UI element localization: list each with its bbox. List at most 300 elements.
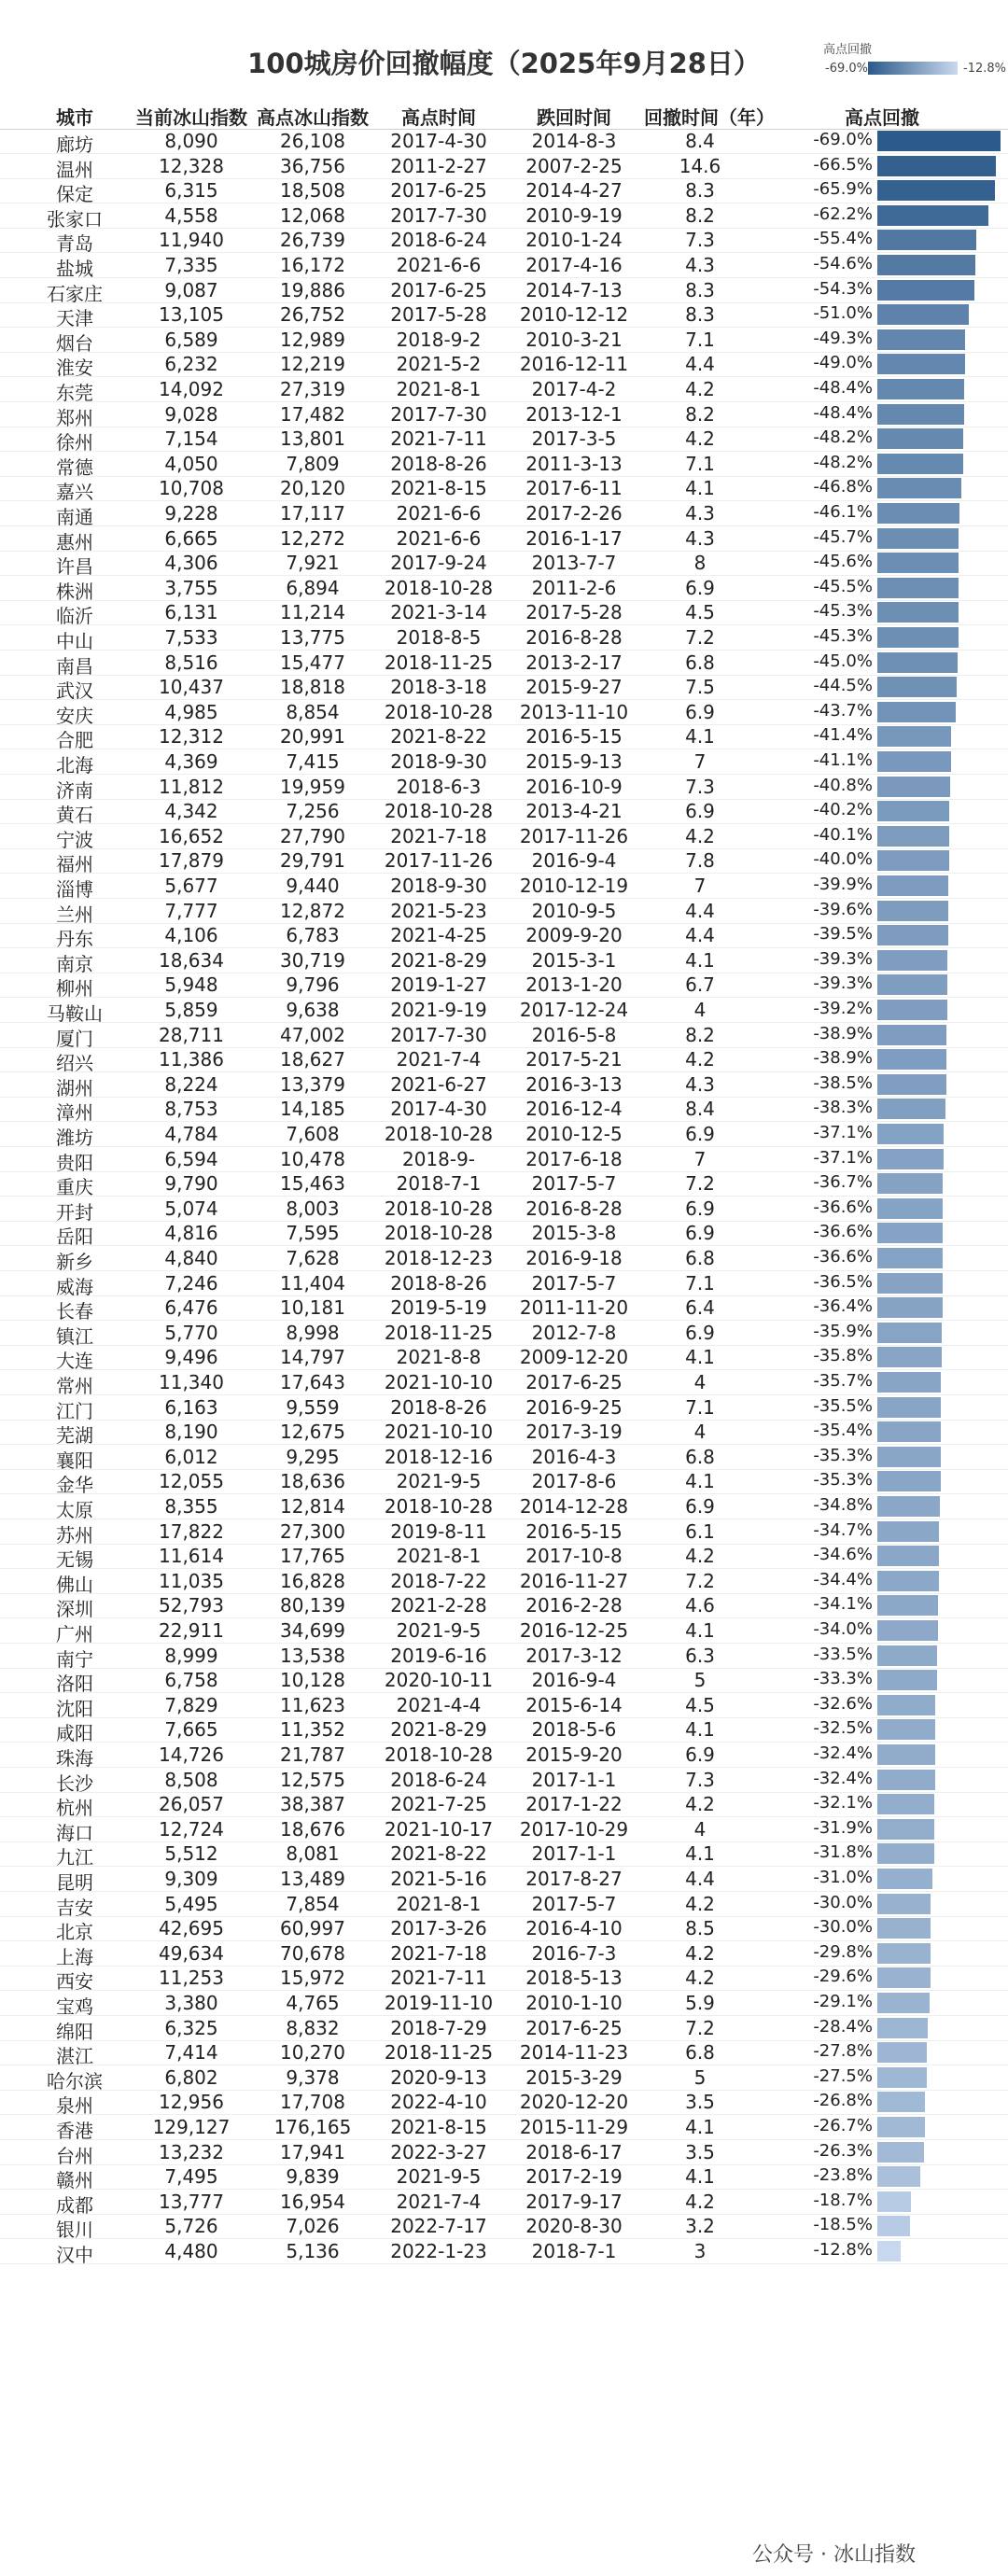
table-row	[0, 1519, 1008, 1545]
cell-current-index: 11,253	[159, 1967, 224, 1990]
cell-current-index: 9,228	[164, 502, 218, 525]
drawdown-bar	[877, 2092, 925, 2112]
cell-peak-index: 15,972	[280, 1967, 345, 1990]
cell-drawdown-label: -35.4%	[813, 1421, 873, 1441]
cell-city: 上海	[56, 1945, 93, 1968]
cell-peak-index: 13,379	[280, 1072, 345, 1096]
table-row	[0, 1494, 1008, 1519]
cell-drawdown-label: -33.5%	[813, 1644, 873, 1664]
cell-peak-date: 2017-4-30	[390, 1098, 487, 1121]
cell-peak-index: 47,002	[280, 1023, 345, 1046]
cell-peak-date: 2021-9-5	[396, 1619, 482, 1642]
cell-drawdown-years: 8.3	[685, 303, 715, 327]
table-row	[0, 2140, 1008, 2165]
cell-city: 嘉兴	[56, 481, 93, 504]
table-row	[0, 1644, 1008, 1669]
cell-fall-back-date: 2017-5-7	[531, 1172, 617, 1196]
table-row	[0, 1097, 1008, 1125]
cell-drawdown-years: 8.3	[685, 278, 715, 301]
cell-drawdown-years: 7.1	[685, 1395, 715, 1419]
cell-city: 潍坊	[56, 1127, 93, 1149]
cell-peak-date: 2021-8-29	[390, 948, 487, 972]
cell-drawdown-years: 4.2	[685, 1941, 715, 1965]
cell-fall-back-date: 2018-5-6	[531, 1718, 617, 1742]
cell-peak-index: 8,854	[286, 700, 340, 723]
cell-current-index: 7,533	[164, 626, 218, 649]
cell-drawdown-years: 4.3	[685, 502, 715, 525]
drawdown-bar	[877, 478, 961, 498]
cell-peak-date: 2018-11-25	[384, 2041, 494, 2065]
drawdown-bar	[877, 304, 969, 325]
cell-peak-index: 34,699	[280, 1619, 345, 1642]
cell-city: 常德	[56, 455, 93, 479]
table-row	[0, 154, 1008, 179]
drawdown-bar	[877, 1347, 942, 1367]
drawdown-bar	[877, 528, 959, 549]
table-row	[0, 1916, 1008, 1944]
cell-current-index: 4,050	[164, 452, 218, 475]
table-row	[0, 1743, 1008, 1768]
table-row	[0, 2090, 1008, 2118]
cell-peak-date: 2018-6-24	[390, 1768, 487, 1791]
table-row	[0, 1817, 1008, 1842]
drawdown-bar	[877, 1819, 934, 1840]
cell-peak-date: 2021-8-22	[390, 725, 487, 749]
cell-peak-index: 16,828	[280, 1569, 345, 1592]
drawdown-bar	[877, 1719, 935, 1740]
cell-fall-back-date: 2013-11-10	[519, 700, 629, 723]
cell-peak-date: 2017-3-26	[390, 1917, 487, 1940]
table-row	[0, 501, 1008, 526]
cell-peak-index: 11,623	[280, 1693, 345, 1716]
cell-city: 安庆	[56, 704, 93, 727]
cell-peak-index: 14,185	[280, 1098, 345, 1121]
cell-peak-index: 12,814	[280, 1495, 345, 1518]
cell-drawdown-years: 8	[693, 552, 707, 575]
header-peak-date: 高点时间	[401, 106, 476, 129]
cell-drawdown-label: -29.6%	[813, 1967, 873, 1987]
cell-drawdown-years: 7.1	[685, 1271, 715, 1295]
cell-current-index: 10,708	[159, 477, 224, 500]
cell-drawdown-label: -32.6%	[813, 1693, 873, 1714]
cell-fall-back-date: 2010-12-5	[525, 1123, 623, 1145]
cell-fall-back-date: 2017-9-17	[525, 2190, 623, 2213]
cell-peak-date: 2018-7-1	[396, 1172, 482, 1196]
drawdown-bar	[877, 1571, 939, 1591]
cell-drawdown-years: 7.3	[685, 1768, 715, 1791]
cell-current-index: 5,512	[164, 1842, 218, 1866]
cell-peak-date: 2020-9-13	[390, 2065, 487, 2089]
cell-peak-date: 2021-4-4	[396, 1693, 482, 1716]
cell-city: 廊坊	[56, 133, 93, 156]
header-drawdown: 高点回撤	[845, 106, 919, 129]
cell-fall-back-date: 2015-9-20	[525, 1743, 623, 1766]
cell-peak-index: 17,643	[280, 1371, 345, 1393]
cell-fall-back-date: 2016-9-4	[531, 849, 617, 873]
cell-drawdown-label: -66.5%	[813, 154, 873, 175]
cell-peak-index: 70,678	[280, 1941, 345, 1965]
drawdown-bar	[877, 428, 963, 449]
cell-drawdown-label: -65.9%	[813, 179, 873, 200]
cell-drawdown-years: 5	[693, 1669, 707, 1692]
cell-fall-back-date: 2013-2-17	[525, 651, 623, 674]
cell-fall-back-date: 2017-8-27	[525, 1868, 623, 1890]
cell-drawdown-years: 4.6	[685, 1594, 715, 1617]
cell-current-index: 49,634	[159, 1941, 224, 1965]
cell-peak-date: 2021-8-15	[390, 477, 487, 500]
cell-city: 东莞	[56, 382, 93, 404]
cell-fall-back-date: 2016-5-8	[531, 1023, 617, 1046]
table-row	[0, 2214, 1008, 2242]
cell-drawdown-years: 6.8	[685, 1247, 715, 1269]
table-row	[0, 526, 1008, 552]
cell-fall-back-date: 2013-1-20	[525, 973, 623, 997]
drawdown-bar	[877, 1397, 941, 1418]
cell-fall-back-date: 2014-4-27	[525, 179, 623, 203]
cell-fall-back-date: 2017-2-26	[525, 502, 623, 525]
cell-city: 漳州	[56, 1101, 93, 1125]
drawdown-bar	[877, 974, 947, 995]
table-row	[0, 700, 1008, 725]
cell-drawdown-label: -36.4%	[813, 1296, 873, 1317]
cell-peak-date: 2017-9-24	[390, 552, 487, 575]
drawdown-bar	[877, 1521, 939, 1542]
drawdown-bar	[877, 156, 996, 176]
cell-fall-back-date: 2016-11-27	[519, 1569, 629, 1592]
cell-peak-index: 11,404	[280, 1271, 345, 1295]
table-row	[0, 1023, 1008, 1048]
cell-city: 苏州	[56, 1523, 93, 1547]
cell-drawdown-label: -18.5%	[813, 2215, 873, 2235]
cell-peak-index: 17,117	[280, 502, 345, 525]
cell-drawdown-years: 6.9	[685, 1222, 715, 1245]
cell-drawdown-years: 4.2	[685, 378, 715, 400]
cell-peak-date: 2021-6-27	[390, 1072, 487, 1096]
cell-city: 台州	[56, 2144, 93, 2167]
cell-peak-index: 12,575	[280, 1768, 345, 1791]
drawdown-bar	[877, 1869, 932, 1889]
cell-peak-index: 26,108	[280, 130, 345, 152]
cell-current-index: 6,315	[164, 179, 218, 203]
cell-city: 深圳	[56, 1598, 93, 1621]
cell-peak-index: 18,676	[280, 1817, 345, 1841]
drawdown-bar	[877, 1248, 943, 1268]
drawdown-bar	[877, 2067, 927, 2088]
cell-city: 无锡	[56, 1548, 93, 1572]
cell-peak-index: 20,991	[280, 725, 345, 749]
drawdown-bar	[877, 180, 995, 201]
cell-fall-back-date: 2015-3-29	[525, 2065, 623, 2089]
cell-peak-index: 8,998	[286, 1321, 340, 1344]
cell-current-index: 4,784	[164, 1123, 218, 1145]
cell-drawdown-label: -33.3%	[813, 1669, 873, 1689]
cell-city: 青岛	[56, 232, 93, 256]
cell-drawdown-label: -55.4%	[813, 229, 873, 249]
table-row	[0, 1867, 1008, 1892]
cell-fall-back-date: 2017-1-1	[531, 1768, 617, 1791]
cell-fall-back-date: 2017-1-22	[525, 1793, 623, 1816]
drawdown-bar	[877, 1099, 945, 1119]
cell-peak-date: 2021-8-15	[390, 2116, 487, 2138]
cell-fall-back-date: 2016-12-25	[519, 1619, 629, 1642]
cell-city: 武汉	[56, 679, 93, 703]
cell-drawdown-label: -28.4%	[813, 2016, 873, 2037]
table-row	[0, 1047, 1008, 1075]
cell-peak-date: 2018-10-28	[384, 800, 494, 823]
table-row	[0, 824, 1008, 849]
cell-drawdown-years: 4	[693, 1817, 707, 1841]
cell-current-index: 4,480	[164, 2240, 218, 2262]
cell-drawdown-years: 7	[693, 750, 707, 773]
cell-city: 湖州	[56, 1076, 93, 1099]
drawdown-bar	[877, 1595, 938, 1616]
cell-current-index: 8,090	[164, 130, 218, 152]
cell-drawdown-years: 7	[693, 875, 707, 897]
cell-peak-date: 2021-7-11	[390, 1967, 487, 1990]
cell-fall-back-date: 2017-2-19	[525, 2165, 623, 2189]
cell-current-index: 6,325	[164, 2016, 218, 2039]
cell-drawdown-label: -46.8%	[813, 477, 873, 497]
cell-city: 成都	[56, 2193, 93, 2217]
cell-peak-date: 2018-8-26	[390, 1395, 487, 1419]
cell-fall-back-date: 2018-5-13	[525, 1967, 623, 1990]
drawdown-bar	[877, 1297, 943, 1318]
table-row	[0, 2190, 1008, 2215]
cell-drawdown-years: 3.5	[685, 2091, 715, 2114]
drawdown-bar	[877, 652, 958, 673]
cell-drawdown-years: 7.2	[685, 1569, 715, 1592]
cell-current-index: 5,074	[164, 1197, 218, 1220]
cell-fall-back-date: 2017-12-24	[519, 999, 629, 1021]
cell-fall-back-date: 2017-4-2	[531, 378, 617, 400]
cell-fall-back-date: 2015-9-13	[525, 750, 623, 773]
cell-drawdown-label: -46.1%	[813, 502, 873, 522]
cell-fall-back-date: 2016-4-3	[531, 1445, 617, 1468]
cell-peak-date: 2018-9-30	[390, 875, 487, 897]
cell-drawdown-label: -32.4%	[813, 1768, 873, 1788]
cell-fall-back-date: 2016-12-11	[519, 353, 629, 376]
cell-drawdown-years: 3.2	[685, 2215, 715, 2238]
cell-drawdown-label: -35.9%	[813, 1321, 873, 1341]
cell-drawdown-label: -31.0%	[813, 1868, 873, 1887]
cell-peak-date: 2021-5-23	[390, 899, 487, 922]
cell-drawdown-years: 7.8	[685, 849, 715, 873]
cell-drawdown-label: -18.7%	[813, 2190, 873, 2210]
cell-city: 杭州	[56, 1797, 93, 1820]
cell-peak-date: 2021-7-25	[390, 1793, 487, 1816]
cell-peak-index: 18,627	[280, 1048, 345, 1071]
drawdown-bar	[877, 1967, 931, 1988]
cell-peak-date: 2017-5-28	[390, 303, 487, 327]
cell-current-index: 9,028	[164, 402, 218, 426]
cell-drawdown-label: -37.1%	[813, 1123, 873, 1142]
drawdown-bar	[877, 1670, 937, 1690]
cell-current-index: 4,306	[164, 552, 218, 575]
cell-drawdown-label: -36.6%	[813, 1197, 873, 1217]
cell-drawdown-label: -38.9%	[813, 1048, 873, 1069]
cell-drawdown-years: 4.1	[685, 1470, 715, 1493]
cell-drawdown-years: 7.3	[685, 775, 715, 798]
table-row	[0, 973, 1008, 1001]
drawdown-bar	[877, 1025, 946, 1045]
cell-fall-back-date: 2017-5-28	[525, 601, 623, 624]
cell-current-index: 28,711	[159, 1023, 224, 1046]
cell-fall-back-date: 2017-6-25	[525, 1371, 623, 1393]
cell-fall-back-date: 2017-6-18	[525, 1147, 623, 1170]
cell-city: 岳阳	[56, 1225, 93, 1249]
cell-fall-back-date: 2016-8-28	[525, 626, 623, 649]
drawdown-bar	[877, 2166, 920, 2187]
table-row	[0, 1271, 1008, 1296]
cell-drawdown-label: -48.2%	[813, 427, 873, 448]
cell-peak-date: 2021-10-17	[384, 1817, 494, 1841]
table-row	[0, 253, 1008, 278]
cell-fall-back-date: 2018-6-17	[525, 2140, 623, 2163]
drawdown-bar	[877, 677, 957, 697]
cell-peak-index: 13,801	[280, 427, 345, 451]
cell-drawdown-label: -49.3%	[813, 328, 873, 348]
table-row	[0, 1395, 1008, 1421]
cell-drawdown-years: 4.1	[685, 1718, 715, 1742]
cell-drawdown-years: 4	[693, 1421, 707, 1444]
cell-drawdown-label: -36.6%	[813, 1247, 873, 1267]
cell-drawdown-years: 4.1	[685, 2165, 715, 2189]
cell-city: 宝鸡	[56, 1995, 93, 2018]
cell-city: 绍兴	[56, 1052, 93, 1075]
table-body	[0, 129, 1008, 2555]
table-row	[0, 1122, 1008, 1147]
cell-city: 香港	[56, 2120, 93, 2142]
cell-fall-back-date: 2016-2-28	[525, 1594, 623, 1617]
cell-city: 泉州	[56, 2094, 93, 2118]
cell-drawdown-label: -32.1%	[813, 1793, 873, 1813]
cell-city: 广州	[56, 1623, 93, 1645]
cell-fall-back-date: 2016-1-17	[525, 526, 623, 550]
cell-current-index: 7,665	[164, 1718, 218, 1742]
cell-drawdown-label: -37.1%	[813, 1147, 873, 1168]
cell-fall-back-date: 2010-9-19	[525, 203, 623, 227]
cell-fall-back-date: 2012-7-8	[531, 1321, 617, 1344]
cell-current-index: 4,985	[164, 700, 218, 723]
drawdown-bar	[877, 1273, 943, 1294]
cell-peak-date: 2021-5-16	[390, 1868, 487, 1890]
cell-drawdown-label: -12.8%	[813, 2240, 873, 2260]
cell-city: 新乡	[56, 1251, 93, 1273]
header-peak-index: 高点冰山指数	[257, 106, 369, 129]
cell-peak-index: 11,352	[280, 1718, 345, 1742]
drawdown-bar	[877, 280, 974, 301]
cell-drawdown-label: -30.0%	[813, 1917, 873, 1938]
cell-peak-date: 2022-7-17	[390, 2215, 487, 2238]
table-row	[0, 1321, 1008, 1346]
cell-current-index: 13,777	[159, 2190, 224, 2213]
cell-drawdown-label: -39.2%	[813, 999, 873, 1018]
table-row	[0, 576, 1008, 601]
drawdown-bar	[877, 950, 947, 971]
cell-city: 株洲	[56, 580, 93, 603]
cell-city: 福州	[56, 853, 93, 876]
cell-fall-back-date: 2009-9-20	[525, 924, 623, 947]
cell-city: 西安	[56, 1970, 93, 1994]
cell-drawdown-years: 6.9	[685, 1743, 715, 1766]
cell-fall-back-date: 2014-7-13	[525, 278, 623, 301]
cell-peak-index: 11,214	[280, 601, 345, 624]
drawdown-bar	[877, 1695, 935, 1715]
cell-drawdown-years: 7	[693, 1147, 707, 1170]
cell-fall-back-date: 2014-8-3	[531, 130, 617, 152]
cell-drawdown-years: 14.6	[679, 154, 721, 177]
table-row	[0, 1593, 1008, 1621]
table-row	[0, 874, 1008, 899]
cell-peak-date: 2021-7-11	[390, 427, 487, 451]
cell-city: 郑州	[56, 406, 93, 429]
cell-current-index: 8,516	[164, 651, 218, 674]
cell-peak-index: 30,719	[280, 948, 345, 972]
cell-city: 江门	[56, 1399, 93, 1422]
cell-drawdown-label: -32.4%	[813, 1743, 873, 1763]
cell-city: 佛山	[56, 1573, 93, 1596]
cell-peak-date: 2021-7-4	[396, 1048, 482, 1071]
cell-city: 厦门	[56, 1027, 93, 1050]
cell-peak-index: 36,756	[280, 154, 345, 177]
cell-fall-back-date: 2010-9-5	[531, 899, 617, 922]
cell-peak-index: 7,595	[286, 1222, 340, 1245]
cell-drawdown-years: 4.2	[685, 1967, 715, 1990]
cell-drawdown-years: 4	[693, 1371, 707, 1393]
cell-fall-back-date: 2017-5-21	[525, 1048, 623, 1071]
cell-peak-date: 2018-11-25	[384, 651, 494, 674]
drawdown-bar	[877, 205, 988, 226]
chart-title: 100城房价回撤幅度（2025年9月28日）	[247, 48, 761, 79]
cell-drawdown-years: 7.2	[685, 626, 715, 649]
cell-city: 太原	[56, 1499, 93, 1521]
cell-fall-back-date: 2020-12-20	[519, 2091, 629, 2114]
cell-fall-back-date: 2011-11-20	[519, 1296, 629, 1320]
cell-drawdown-years: 4.1	[685, 2116, 715, 2138]
cell-current-index: 11,812	[159, 775, 224, 798]
cell-peak-date: 2021-7-18	[390, 824, 487, 847]
cell-fall-back-date: 2016-9-25	[525, 1395, 623, 1419]
cell-city: 汉中	[56, 2244, 93, 2266]
drawdown-bar	[877, 1223, 943, 1243]
cell-peak-date: 2017-7-30	[390, 203, 487, 227]
drawdown-bar	[877, 1794, 934, 1814]
cell-peak-index: 18,636	[280, 1470, 345, 1493]
table-row	[0, 1544, 1008, 1572]
cell-peak-date: 2022-3-27	[390, 2140, 487, 2163]
cell-drawdown-label: -34.1%	[813, 1594, 873, 1615]
table-row	[0, 1295, 1008, 1321]
cell-drawdown-label: -38.3%	[813, 1098, 873, 1118]
cell-current-index: 5,677	[164, 875, 218, 897]
cell-peak-date: 2021-8-8	[396, 1346, 482, 1369]
table-row	[0, 923, 1008, 951]
drawdown-bar	[877, 2142, 924, 2163]
drawdown-bar	[877, 1496, 940, 1517]
cell-drawdown-years: 8.2	[685, 203, 715, 227]
cell-current-index: 12,055	[159, 1470, 224, 1493]
cell-peak-index: 29,791	[280, 849, 345, 873]
drawdown-bar	[877, 1943, 931, 1964]
cell-drawdown-years: 4.4	[685, 1868, 715, 1890]
drawdown-bar	[877, 1620, 938, 1641]
cell-peak-date: 2019-11-10	[384, 1992, 494, 2014]
cell-peak-index: 18,508	[280, 179, 345, 203]
table-row	[0, 129, 1008, 154]
cell-peak-index: 12,872	[280, 899, 345, 922]
drawdown-bar	[877, 751, 951, 772]
cell-drawdown-label: -45.3%	[813, 626, 873, 646]
